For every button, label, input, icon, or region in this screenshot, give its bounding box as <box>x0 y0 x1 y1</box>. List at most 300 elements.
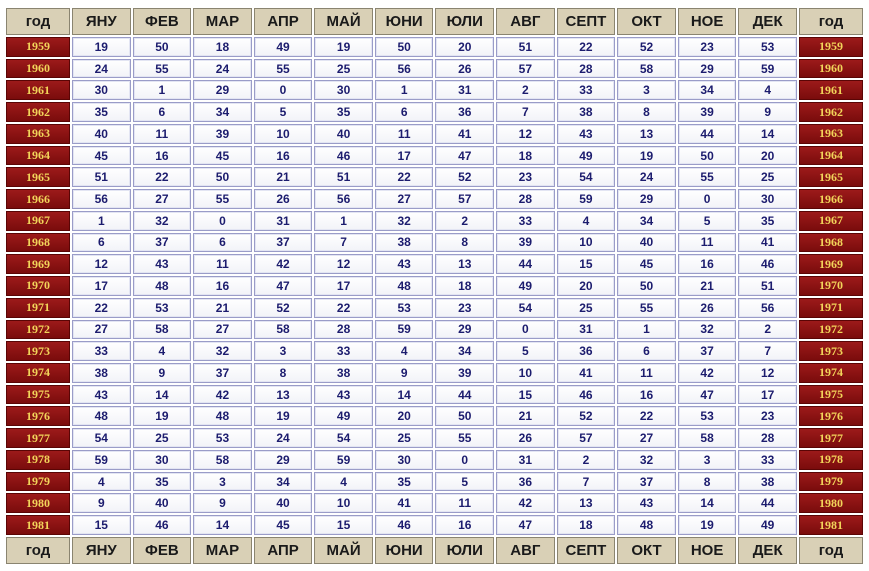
value-cell: 55 <box>133 59 192 79</box>
value-cell: 51 <box>72 167 131 187</box>
value-cell: 35 <box>314 102 373 122</box>
value-cell: 16 <box>193 276 252 296</box>
value-cell: 2 <box>435 211 494 231</box>
value-cell: 16 <box>133 146 192 166</box>
value-cell: 2 <box>738 320 797 340</box>
value-cell: 32 <box>193 341 252 361</box>
value-cell: 0 <box>254 80 313 100</box>
value-cell: 45 <box>193 146 252 166</box>
value-cell: 49 <box>254 37 313 57</box>
value-cell: 35 <box>72 102 131 122</box>
value-cell: 47 <box>254 276 313 296</box>
value-cell: 41 <box>375 493 434 513</box>
year-cell-left: 1972 <box>6 320 70 340</box>
value-cell: 55 <box>193 189 252 209</box>
value-cell: 14 <box>193 515 252 535</box>
value-cell: 25 <box>314 59 373 79</box>
value-cell: 57 <box>435 189 494 209</box>
value-cell: 33 <box>314 341 373 361</box>
bottom-year-header-right: год <box>799 537 863 564</box>
value-cell: 46 <box>133 515 192 535</box>
value-cell: 20 <box>435 37 494 57</box>
table-row <box>6 167 863 187</box>
value-cell: 31 <box>254 211 313 231</box>
value-cell: 29 <box>678 59 737 79</box>
value-cell: 16 <box>678 254 737 274</box>
value-cell: 12 <box>738 363 797 383</box>
value-cell: 11 <box>375 124 434 144</box>
value-cell: 34 <box>678 80 737 100</box>
value-cell: 42 <box>193 385 252 405</box>
top-month-header: АПР <box>254 8 313 35</box>
bottom-month-header: МАР <box>193 537 252 564</box>
year-cell-left: 1974 <box>6 363 70 383</box>
header-row-top <box>6 8 863 35</box>
value-cell: 10 <box>496 363 555 383</box>
value-cell: 58 <box>133 320 192 340</box>
value-cell: 41 <box>557 363 616 383</box>
value-cell: 22 <box>72 298 131 318</box>
value-cell: 26 <box>254 189 313 209</box>
year-cell-left: 1979 <box>6 472 70 492</box>
value-cell: 8 <box>254 363 313 383</box>
value-cell: 38 <box>314 363 373 383</box>
value-cell: 59 <box>557 189 616 209</box>
value-cell: 33 <box>496 211 555 231</box>
value-cell: 25 <box>375 428 434 448</box>
value-cell: 56 <box>375 59 434 79</box>
value-cell: 55 <box>617 298 676 318</box>
value-cell: 23 <box>678 37 737 57</box>
bottom-month-header: НОЕ <box>678 537 737 564</box>
value-cell: 33 <box>557 80 616 100</box>
value-cell: 23 <box>435 298 494 318</box>
table-row <box>6 211 863 231</box>
value-cell: 9 <box>72 493 131 513</box>
value-cell: 37 <box>254 233 313 253</box>
value-cell: 31 <box>496 450 555 470</box>
value-cell: 5 <box>254 102 313 122</box>
table-row <box>6 146 863 166</box>
year-cell-right: 1972 <box>799 320 863 340</box>
value-cell: 17 <box>314 276 373 296</box>
value-cell: 38 <box>738 472 797 492</box>
value-cell: 32 <box>617 450 676 470</box>
top-month-header: ФЕВ <box>133 8 192 35</box>
value-cell: 6 <box>193 233 252 253</box>
value-cell: 6 <box>133 102 192 122</box>
value-cell: 43 <box>557 124 616 144</box>
value-cell: 37 <box>133 233 192 253</box>
value-cell: 39 <box>193 124 252 144</box>
value-cell: 7 <box>738 341 797 361</box>
value-cell: 50 <box>435 406 494 426</box>
year-cell-left: 1962 <box>6 102 70 122</box>
table-row <box>6 189 863 209</box>
value-cell: 11 <box>617 363 676 383</box>
value-cell: 39 <box>435 363 494 383</box>
value-cell: 4 <box>738 80 797 100</box>
year-cell-right: 1966 <box>799 189 863 209</box>
value-cell: 43 <box>314 385 373 405</box>
value-cell: 53 <box>738 37 797 57</box>
value-cell: 23 <box>738 406 797 426</box>
value-cell: 28 <box>314 320 373 340</box>
value-cell: 1 <box>133 80 192 100</box>
value-cell: 19 <box>314 37 373 57</box>
value-cell: 48 <box>617 515 676 535</box>
value-cell: 38 <box>557 102 616 122</box>
value-cell: 18 <box>557 515 616 535</box>
value-cell: 31 <box>435 80 494 100</box>
value-cell: 56 <box>738 298 797 318</box>
value-cell: 19 <box>133 406 192 426</box>
year-cell-left: 1965 <box>6 167 70 187</box>
value-cell: 4 <box>557 211 616 231</box>
value-cell: 39 <box>678 102 737 122</box>
value-cell: 11 <box>678 233 737 253</box>
value-cell: 27 <box>617 428 676 448</box>
table-row <box>6 233 863 253</box>
value-cell: 33 <box>738 450 797 470</box>
value-cell: 3 <box>193 472 252 492</box>
value-cell: 29 <box>193 80 252 100</box>
top-month-header: ЮНИ <box>375 8 434 35</box>
value-cell: 26 <box>496 428 555 448</box>
value-cell: 13 <box>435 254 494 274</box>
value-cell: 25 <box>133 428 192 448</box>
value-cell: 57 <box>557 428 616 448</box>
value-cell: 51 <box>738 276 797 296</box>
value-cell: 14 <box>678 493 737 513</box>
value-cell: 32 <box>678 320 737 340</box>
value-cell: 39 <box>496 233 555 253</box>
value-cell: 47 <box>435 146 494 166</box>
value-cell: 8 <box>617 102 676 122</box>
value-cell: 43 <box>133 254 192 274</box>
value-cell: 16 <box>254 146 313 166</box>
table-row <box>6 341 863 361</box>
value-cell: 29 <box>435 320 494 340</box>
value-cell: 8 <box>435 233 494 253</box>
value-cell: 36 <box>496 472 555 492</box>
year-cell-right: 1962 <box>799 102 863 122</box>
value-cell: 44 <box>496 254 555 274</box>
value-cell: 21 <box>193 298 252 318</box>
value-cell: 56 <box>314 189 373 209</box>
value-cell: 40 <box>254 493 313 513</box>
table-row <box>6 363 863 383</box>
value-cell: 32 <box>375 211 434 231</box>
value-cell: 51 <box>496 37 555 57</box>
value-cell: 50 <box>375 37 434 57</box>
top-month-header: АВГ <box>496 8 555 35</box>
value-cell: 51 <box>314 167 373 187</box>
value-cell: 4 <box>133 341 192 361</box>
value-cell: 2 <box>557 450 616 470</box>
value-cell: 19 <box>678 515 737 535</box>
value-cell: 8 <box>678 472 737 492</box>
value-cell: 42 <box>254 254 313 274</box>
value-cell: 55 <box>435 428 494 448</box>
value-cell: 52 <box>435 167 494 187</box>
value-cell: 59 <box>375 320 434 340</box>
value-cell: 38 <box>72 363 131 383</box>
value-cell: 24 <box>193 59 252 79</box>
value-cell: 30 <box>375 450 434 470</box>
table-row <box>6 37 863 57</box>
value-cell: 58 <box>193 450 252 470</box>
value-cell: 2 <box>496 80 555 100</box>
bottom-month-header: АВГ <box>496 537 555 564</box>
value-cell: 30 <box>133 450 192 470</box>
value-cell: 30 <box>738 189 797 209</box>
year-cell-right: 1965 <box>799 167 863 187</box>
year-cell-right: 1973 <box>799 341 863 361</box>
bottom-month-header: ЯНУ <box>72 537 131 564</box>
value-cell: 58 <box>617 59 676 79</box>
year-cell-left: 1959 <box>6 37 70 57</box>
value-cell: 34 <box>193 102 252 122</box>
table-row <box>6 102 863 122</box>
value-cell: 54 <box>314 428 373 448</box>
value-cell: 30 <box>314 80 373 100</box>
value-cell: 31 <box>557 320 616 340</box>
table-row <box>6 254 863 274</box>
value-cell: 9 <box>375 363 434 383</box>
value-cell: 24 <box>72 59 131 79</box>
value-cell: 3 <box>617 80 676 100</box>
value-cell: 49 <box>557 146 616 166</box>
value-cell: 5 <box>496 341 555 361</box>
value-cell: 47 <box>496 515 555 535</box>
year-cell-left: 1968 <box>6 233 70 253</box>
value-cell: 25 <box>557 298 616 318</box>
value-cell: 46 <box>375 515 434 535</box>
value-cell: 29 <box>617 189 676 209</box>
value-cell: 59 <box>314 450 373 470</box>
value-cell: 52 <box>557 406 616 426</box>
value-cell: 16 <box>435 515 494 535</box>
bottom-month-header: ДЕК <box>738 537 797 564</box>
table-body <box>6 37 863 535</box>
value-cell: 49 <box>496 276 555 296</box>
value-cell: 9 <box>738 102 797 122</box>
value-cell: 45 <box>72 146 131 166</box>
table-row <box>6 298 863 318</box>
value-cell: 27 <box>133 189 192 209</box>
value-cell: 50 <box>193 167 252 187</box>
value-cell: 35 <box>375 472 434 492</box>
value-cell: 17 <box>738 385 797 405</box>
value-cell: 28 <box>496 189 555 209</box>
year-cell-right: 1976 <box>799 406 863 426</box>
value-cell: 49 <box>738 515 797 535</box>
year-cell-right: 1961 <box>799 80 863 100</box>
year-cell-right: 1980 <box>799 493 863 513</box>
value-cell: 18 <box>496 146 555 166</box>
value-cell: 19 <box>254 406 313 426</box>
value-cell: 4 <box>375 341 434 361</box>
value-cell: 22 <box>557 37 616 57</box>
value-cell: 19 <box>72 37 131 57</box>
value-cell: 48 <box>72 406 131 426</box>
value-cell: 30 <box>72 80 131 100</box>
value-cell: 36 <box>557 341 616 361</box>
top-year-header-right: год <box>799 8 863 35</box>
top-month-header: МАЙ <box>314 8 373 35</box>
year-cell-right: 1968 <box>799 233 863 253</box>
value-cell: 40 <box>314 124 373 144</box>
value-cell: 9 <box>193 493 252 513</box>
value-cell: 7 <box>496 102 555 122</box>
value-cell: 32 <box>133 211 192 231</box>
table-row <box>6 472 863 492</box>
value-cell: 17 <box>72 276 131 296</box>
value-cell: 1 <box>617 320 676 340</box>
value-cell: 1 <box>375 80 434 100</box>
value-cell: 7 <box>314 233 373 253</box>
year-cell-left: 1981 <box>6 515 70 535</box>
value-cell: 45 <box>617 254 676 274</box>
value-cell: 14 <box>375 385 434 405</box>
year-cell-left: 1960 <box>6 59 70 79</box>
value-cell: 26 <box>678 298 737 318</box>
value-cell: 48 <box>375 276 434 296</box>
year-cell-right: 1979 <box>799 472 863 492</box>
bottom-month-header: ОКТ <box>617 537 676 564</box>
value-cell: 37 <box>678 341 737 361</box>
value-cell: 17 <box>375 146 434 166</box>
value-cell: 35 <box>133 472 192 492</box>
value-cell: 3 <box>678 450 737 470</box>
value-cell: 55 <box>678 167 737 187</box>
value-cell: 41 <box>435 124 494 144</box>
value-cell: 6 <box>72 233 131 253</box>
value-cell: 24 <box>617 167 676 187</box>
year-cell-right: 1977 <box>799 428 863 448</box>
top-month-header: НОЕ <box>678 8 737 35</box>
year-cell-right: 1975 <box>799 385 863 405</box>
year-cell-left: 1961 <box>6 80 70 100</box>
table-row <box>6 59 863 79</box>
value-cell: 27 <box>375 189 434 209</box>
year-cell-right: 1967 <box>799 211 863 231</box>
bottom-month-header: ФЕВ <box>133 537 192 564</box>
value-cell: 16 <box>617 385 676 405</box>
value-cell: 27 <box>72 320 131 340</box>
year-cell-left: 1969 <box>6 254 70 274</box>
value-cell: 10 <box>314 493 373 513</box>
value-cell: 53 <box>375 298 434 318</box>
value-cell: 24 <box>254 428 313 448</box>
value-cell: 1 <box>314 211 373 231</box>
year-month-table-container <box>4 6 865 566</box>
value-cell: 56 <box>72 189 131 209</box>
value-cell: 21 <box>254 167 313 187</box>
table-row <box>6 450 863 470</box>
value-cell: 21 <box>496 406 555 426</box>
value-cell: 15 <box>557 254 616 274</box>
value-cell: 40 <box>72 124 131 144</box>
value-cell: 55 <box>254 59 313 79</box>
year-month-table <box>4 6 865 566</box>
value-cell: 48 <box>133 276 192 296</box>
value-cell: 1 <box>72 211 131 231</box>
value-cell: 43 <box>72 385 131 405</box>
value-cell: 29 <box>254 450 313 470</box>
year-cell-right: 1959 <box>799 37 863 57</box>
value-cell: 43 <box>375 254 434 274</box>
year-cell-right: 1974 <box>799 363 863 383</box>
table-row <box>6 80 863 100</box>
value-cell: 50 <box>617 276 676 296</box>
value-cell: 37 <box>193 363 252 383</box>
value-cell: 0 <box>435 450 494 470</box>
value-cell: 7 <box>557 472 616 492</box>
value-cell: 12 <box>72 254 131 274</box>
value-cell: 22 <box>314 298 373 318</box>
value-cell: 22 <box>133 167 192 187</box>
value-cell: 43 <box>617 493 676 513</box>
value-cell: 36 <box>435 102 494 122</box>
value-cell: 10 <box>557 233 616 253</box>
value-cell: 11 <box>193 254 252 274</box>
value-cell: 45 <box>254 515 313 535</box>
bottom-year-header-left: год <box>6 537 70 564</box>
value-cell: 34 <box>254 472 313 492</box>
value-cell: 10 <box>254 124 313 144</box>
value-cell: 33 <box>72 341 131 361</box>
table-row <box>6 406 863 426</box>
value-cell: 42 <box>678 363 737 383</box>
table-row <box>6 385 863 405</box>
value-cell: 6 <box>617 341 676 361</box>
value-cell: 49 <box>314 406 373 426</box>
value-cell: 57 <box>496 59 555 79</box>
value-cell: 46 <box>738 254 797 274</box>
value-cell: 15 <box>72 515 131 535</box>
value-cell: 54 <box>496 298 555 318</box>
top-month-header: СЕПТ <box>557 8 616 35</box>
value-cell: 34 <box>617 211 676 231</box>
value-cell: 58 <box>254 320 313 340</box>
table-row <box>6 428 863 448</box>
value-cell: 0 <box>678 189 737 209</box>
value-cell: 44 <box>678 124 737 144</box>
value-cell: 54 <box>72 428 131 448</box>
year-cell-left: 1971 <box>6 298 70 318</box>
value-cell: 53 <box>193 428 252 448</box>
table-row <box>6 320 863 340</box>
value-cell: 5 <box>435 472 494 492</box>
value-cell: 12 <box>496 124 555 144</box>
value-cell: 59 <box>72 450 131 470</box>
year-cell-left: 1963 <box>6 124 70 144</box>
year-cell-left: 1966 <box>6 189 70 209</box>
value-cell: 41 <box>738 233 797 253</box>
value-cell: 46 <box>314 146 373 166</box>
value-cell: 13 <box>254 385 313 405</box>
value-cell: 11 <box>133 124 192 144</box>
table-row <box>6 493 863 513</box>
value-cell: 15 <box>314 515 373 535</box>
bottom-month-header: СЕПТ <box>557 537 616 564</box>
year-cell-right: 1971 <box>799 298 863 318</box>
value-cell: 44 <box>738 493 797 513</box>
year-cell-right: 1960 <box>799 59 863 79</box>
value-cell: 25 <box>738 167 797 187</box>
